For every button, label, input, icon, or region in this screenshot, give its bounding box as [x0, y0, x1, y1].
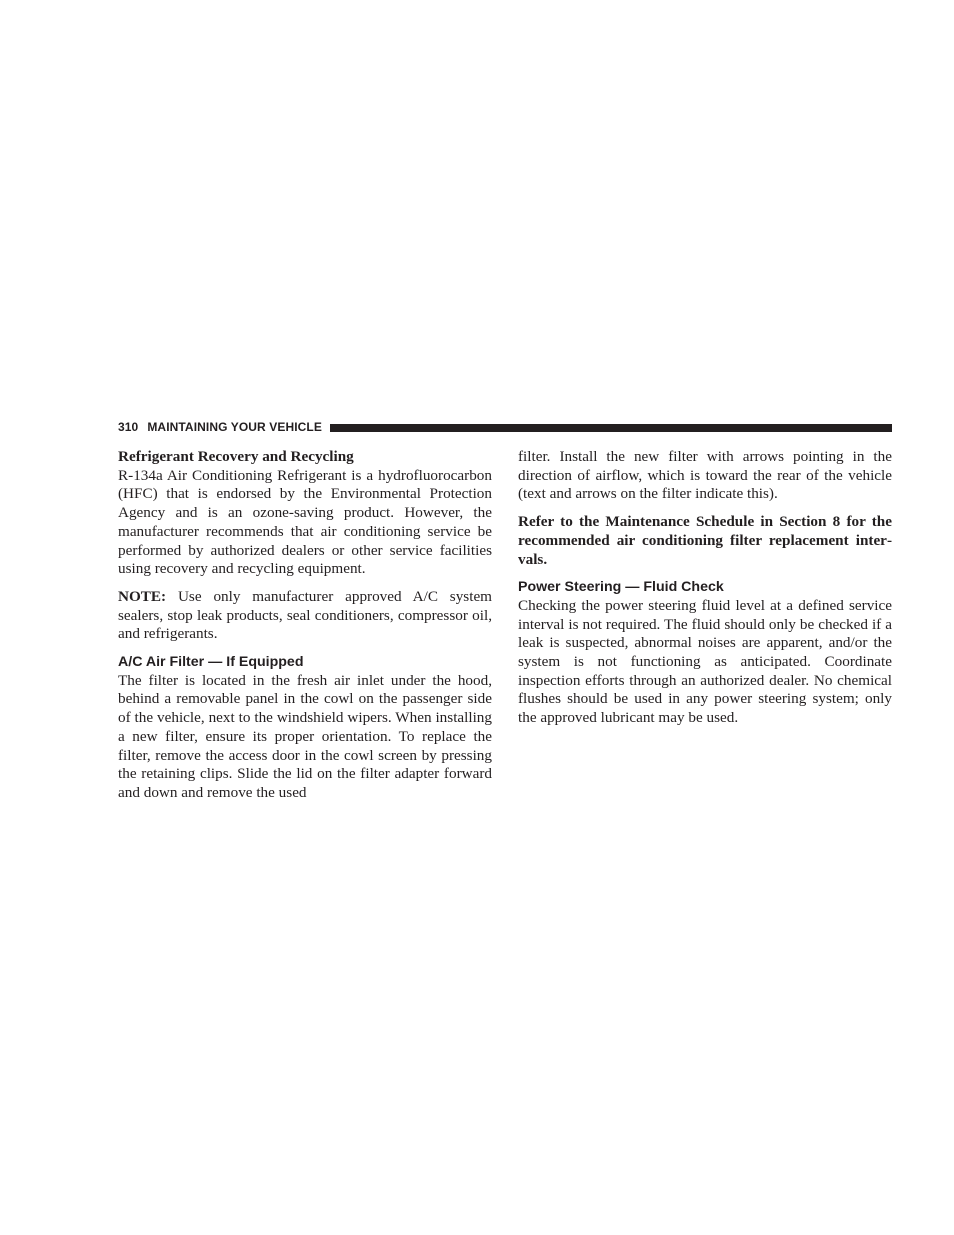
left-column: [118, 448, 492, 803]
page-number: 310: [118, 420, 139, 434]
note-text: Use only manufacturer approved A/C system sealers, stop leak products, seal conditioners, compressor oil, and refrigerants.: [118, 587, 492, 643]
power-steering-heading: Power Steering — Fluid Check: [518, 579, 724, 596]
right-column: [518, 448, 892, 728]
section-title: MAINTAINING YOUR VEHICLE: [147, 420, 322, 434]
page-header: [118, 418, 892, 436]
ac-filter-paragraph: The filter is located in the fresh air inlet under the hood, behind a removable panel in the cowl on the passenger side of the vehicle, next to the windshield wipers. When installing a new filter, ensure its proper orientation. To replace the filter, remove the access door in the cowl screen by pressing the retaining clips. Slide the lid on the filter adapter forward and down and remove the used: [118, 671, 492, 801]
maintenance-schedule-note: Refer to the Maintenance Schedule in Section 8 for the recommended air conditioning filter replacement intervals.: [518, 513, 892, 568]
note-paragraph: [118, 588, 492, 644]
ac-filter-heading: A/C Air Filter — If Equipped: [118, 654, 304, 671]
refrigerant-paragraph: R-134a Air Conditioning Refrigerant is a hydrofluorocarbon (HFC) that is endorsed by the Environmental Protection Agency and is an ozone-saving product. However, the manufacturer recommends that air conditioning service be performed by authorized dealers or other service facilities using recovery and recycling equipment.: [118, 466, 492, 578]
power-steering-paragraph: Checking the power steering fluid level at a defined service interval is not required. The fluid should only be checked if a leak is suspected, abnormal noises are apparent, and/or the system is not functioning as anticipated. Coordinate inspection efforts through an authorized dealer. No chemical flushes should be used in any power steering system; only the approved lubricant may be used.: [518, 596, 892, 727]
refrigerant-heading: Refrigerant Recovery and Recycling: [118, 448, 354, 465]
ac-filter-continued-paragraph: filter. Install the new filter with arrows pointing in the direction of airflow, which is toward the rear of the vehicle (text and arrows on the filter indicate this).: [518, 448, 892, 503]
header-rule: [330, 424, 892, 432]
note-label: NOTE:: [118, 587, 167, 605]
